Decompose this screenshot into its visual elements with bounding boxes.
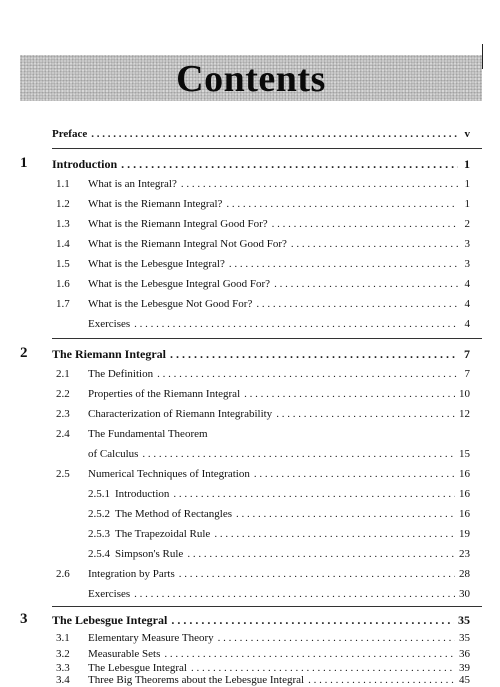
toc-section[interactable]: [0, 217, 500, 237]
toc-subsection[interactable]: [0, 527, 500, 547]
section-page: 1: [464, 178, 470, 190]
section-title: The Definition: [88, 368, 154, 380]
subsection-title: The Trapezoidal Rule: [115, 528, 211, 540]
toc-section[interactable]: [0, 237, 500, 257]
section-title: What is the Lebesgue Integral?: [88, 258, 225, 270]
leader-dots: [244, 387, 455, 401]
section-title: What is the Riemann Integral?: [88, 198, 223, 210]
leader-dots: [170, 347, 458, 361]
section-page: 2: [464, 218, 470, 230]
chapter-title: The Lebesgue Integral: [52, 613, 168, 627]
chapter-page: 1: [464, 157, 470, 171]
section-title-continued: of Calculus: [88, 448, 139, 460]
leader-dots: [276, 407, 455, 421]
section-title: The Fundamental Theorem: [88, 428, 208, 440]
section-number: 1.4: [56, 238, 70, 250]
section-page: 3: [464, 258, 470, 270]
leader-dots: [91, 127, 458, 141]
section-number: 2.3: [56, 408, 70, 420]
toc-subsection[interactable]: [0, 547, 500, 567]
toc-chapter-2[interactable]: [0, 347, 500, 367]
toc-preface[interactable]: [0, 127, 500, 147]
section-page: 1: [464, 198, 470, 210]
section-number: 1.6: [56, 278, 70, 290]
section-title: Exercises: [88, 588, 131, 600]
leader-dots: [173, 487, 455, 501]
section-page: 35: [459, 632, 470, 644]
section-number: 1.2: [56, 198, 70, 210]
leader-dots: [121, 157, 458, 171]
chapter-number: 2: [20, 345, 28, 361]
toc-section[interactable]: [0, 257, 500, 277]
leader-dots: [164, 647, 455, 661]
leader-dots: [157, 367, 458, 381]
page-title: Contents: [176, 58, 326, 100]
leader-dots: [134, 317, 458, 331]
section-title: Three Big Theorems about the Lebesgue Integral: [88, 674, 305, 686]
subsection-number: 2.5.1: [88, 488, 110, 500]
section-page: 7: [464, 368, 470, 380]
contents-banner: [20, 55, 482, 101]
leader-dots: [291, 237, 458, 251]
leader-dots: [229, 257, 458, 271]
subsection-number: 2.5.2: [88, 508, 110, 520]
toc-exercises[interactable]: [0, 587, 500, 607]
toc-subsection[interactable]: [0, 487, 500, 507]
section-number: 1.1: [56, 178, 70, 190]
section-number: 1.5: [56, 258, 70, 270]
section-page: 45: [459, 674, 470, 686]
subsection-page: 16: [459, 508, 470, 520]
subsection-page: 23: [459, 548, 470, 560]
section-page: 4: [464, 318, 470, 330]
subsection-number: 2.5.3: [88, 528, 110, 540]
subsection-title: Introduction: [115, 488, 170, 500]
toc-section[interactable]: [0, 467, 500, 487]
section-number: 1.7: [56, 298, 70, 310]
leader-dots: [214, 527, 455, 541]
section-page: 28: [459, 568, 470, 580]
leader-dots: [171, 613, 454, 627]
leader-dots: [308, 673, 455, 687]
leader-dots: [134, 587, 455, 601]
leader-dots: [226, 197, 458, 211]
toc-chapter-1[interactable]: [0, 157, 500, 177]
section-page: 30: [459, 588, 470, 600]
subsection-page: 19: [459, 528, 470, 540]
toc-section[interactable]: [0, 407, 500, 427]
divider: [52, 338, 482, 339]
section-number: 3.4: [56, 674, 70, 686]
section-title: Exercises: [88, 318, 131, 330]
leader-dots: [181, 177, 458, 191]
section-page: 10: [459, 388, 470, 400]
section-title: The Lebesgue Integral: [88, 662, 187, 674]
section-title: Properties of the Riemann Integral: [88, 388, 241, 400]
section-title: What is the Lebesgue Integral Good For?: [88, 278, 271, 290]
chapter-page: 35: [458, 613, 470, 627]
section-number: 3.2: [56, 648, 70, 660]
toc-section[interactable]: [0, 673, 500, 687]
subsection-title: The Method of Rectangles: [115, 508, 232, 520]
leader-dots: [274, 277, 458, 291]
leader-dots: [218, 631, 455, 645]
leader-dots: [142, 447, 455, 461]
section-page: 15: [459, 448, 470, 460]
section-title: What is the Riemann Integral Good For?: [88, 218, 268, 230]
chapter-page: 7: [464, 347, 470, 361]
section-page: 4: [464, 298, 470, 310]
leader-dots: [236, 507, 455, 521]
toc-section[interactable]: [0, 567, 500, 587]
toc-section[interactable]: [0, 427, 500, 447]
toc-section[interactable]: [0, 387, 500, 407]
section-page: 16: [459, 468, 470, 480]
section-number: 2.4: [56, 428, 70, 440]
section-page: 39: [459, 662, 470, 674]
section-page: 3: [464, 238, 470, 250]
toc-exercises[interactable]: [0, 317, 500, 337]
toc-section[interactable]: [0, 197, 500, 217]
leader-dots: [254, 467, 455, 481]
section-title: What is the Riemann Integral Not Good For?: [88, 238, 287, 250]
section-title: What is the Lebesgue Not Good For?: [88, 298, 253, 310]
section-number: 3.3: [56, 662, 70, 674]
chapter-number: 1: [20, 155, 28, 171]
toc-chapter-3[interactable]: [0, 613, 500, 633]
preface-title: Preface: [52, 128, 88, 140]
toc-subsection[interactable]: [0, 507, 500, 527]
subsection-number: 2.5.4: [88, 548, 110, 560]
toc-section-continued[interactable]: [0, 447, 500, 467]
leader-dots: [187, 547, 455, 561]
section-number: 2.1: [56, 368, 70, 380]
section-title: Measurable Sets: [88, 648, 161, 660]
chapter-title: The Riemann Integral: [52, 347, 166, 361]
toc-section[interactable]: [0, 367, 500, 387]
section-page: 36: [459, 648, 470, 660]
chapter-number: 3: [20, 611, 28, 627]
toc-section[interactable]: [0, 297, 500, 317]
leader-dots: [272, 217, 458, 231]
section-page: 4: [464, 278, 470, 290]
section-title: Elementary Measure Theory: [88, 632, 214, 644]
section-title: Characterization of Riemann Integrability: [88, 408, 273, 420]
subsection-title: Simpson's Rule: [115, 548, 184, 560]
section-title: What is an Integral?: [88, 178, 177, 190]
divider: [52, 148, 482, 149]
section-number: 2.5: [56, 468, 70, 480]
page-edge-mark: [482, 44, 483, 69]
chapter-title: Introduction: [52, 157, 118, 171]
section-number: 2.6: [56, 568, 70, 580]
preface-page: v: [464, 128, 470, 140]
section-number: 1.3: [56, 218, 70, 230]
toc-section[interactable]: [0, 177, 500, 197]
section-number: 2.2: [56, 388, 70, 400]
toc-section[interactable]: [0, 277, 500, 297]
leader-dots: [179, 567, 455, 581]
section-number: 3.1: [56, 632, 70, 644]
leader-dots: [256, 297, 458, 311]
section-title: Numerical Techniques of Integration: [88, 468, 250, 480]
section-title: Integration by Parts: [88, 568, 175, 580]
subsection-page: 16: [459, 488, 470, 500]
section-page: 12: [459, 408, 470, 420]
divider: [52, 606, 482, 607]
